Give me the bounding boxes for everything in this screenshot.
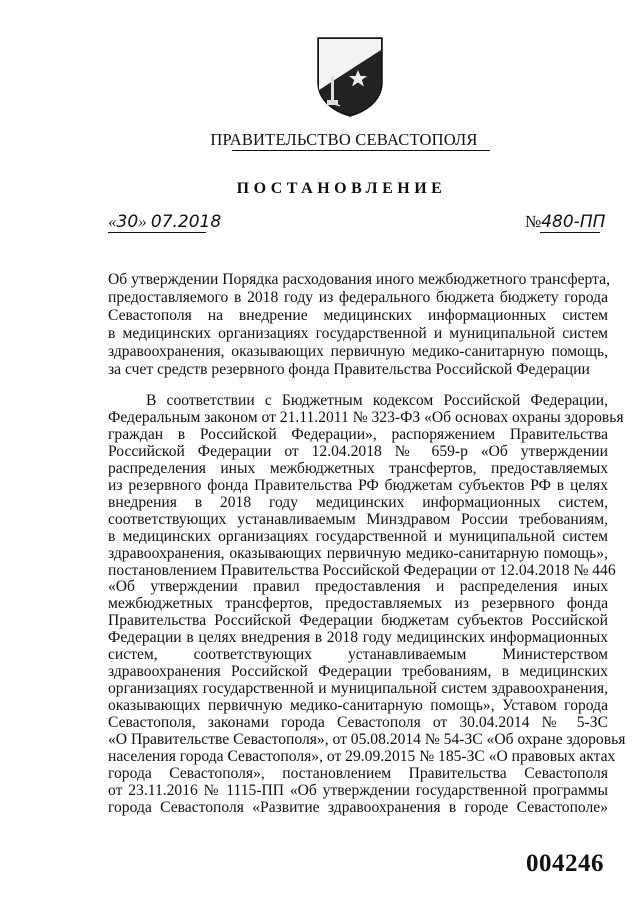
body-line: организациях государственной и муниципальной систем здравоохранения, bbox=[108, 680, 608, 698]
body-line: внедрения в 2018 году медицинских информационных систем, bbox=[108, 493, 608, 511]
serial-number: 004246 bbox=[526, 850, 604, 877]
date-day: 30 bbox=[116, 212, 139, 232]
document-date bbox=[108, 212, 221, 232]
body-line: оказывающих первичную медико-санитарную помощь», Уставом города bbox=[108, 697, 608, 715]
subject-line: предоставляемого в 2018 году из федерального бюджета бюджету города bbox=[108, 288, 608, 306]
body-line: граждан в Российской Федерации», распоряжением Правительства bbox=[108, 425, 608, 443]
government-title: ПРАВИТЕЛЬСТВО СЕВАСТОПОЛЯ bbox=[210, 130, 478, 149]
body-line: в медицинских организациях государственной и муниципальной систем bbox=[108, 527, 608, 545]
body-line: В соответствии с Бюджетным кодексом Российской Федерации, bbox=[146, 392, 608, 409]
body-line: города Севастополя», постановлением Правительства Севастополя bbox=[108, 764, 608, 782]
document-type-heading: ПОСТАНОВЛЕНИЕ bbox=[236, 180, 447, 197]
body-line: здравоохранения Российской Федерации требованиям, в медицинских bbox=[108, 663, 608, 681]
subject-line: Об утверждении Порядка расходования иного межбюджетного трансферта, bbox=[108, 271, 610, 288]
body-line: Севастополя, законами города Севастополя от 30.04.2014 № 5-ЗС bbox=[108, 714, 608, 732]
body-line: систем, соответствующих устанавливаемым Министерством bbox=[108, 646, 608, 664]
document-subject bbox=[108, 271, 608, 378]
subject-line: здравоохранения, оказывающих первичную медико-санитарную помощь, bbox=[108, 342, 608, 360]
date-close-quote: » bbox=[138, 212, 147, 231]
body-line: населения города Севастополя», от 29.09.2015 № 185-ЗС «О правовых актах bbox=[108, 748, 616, 766]
date-open-quote: « bbox=[108, 212, 117, 231]
date-underline bbox=[108, 232, 206, 233]
document-body bbox=[108, 392, 626, 817]
document-number bbox=[525, 212, 605, 232]
number-underline bbox=[540, 232, 600, 233]
body-line: Федерации в целях внедрения в 2018 году медицинских информационных bbox=[108, 629, 608, 647]
body-line: распределения иных межбюджетных трансфертов, предоставляемых bbox=[108, 459, 608, 477]
body-line: от 23.11.2016 № 1115-ПП «Об утверждении государственной программы bbox=[108, 781, 608, 799]
body-line: города Севастополя «Развитие здравоохранения в городе Севастополе» bbox=[108, 798, 608, 816]
body-line: соответствующих устанавливаемым Минздравом России требованиям, bbox=[108, 510, 608, 528]
subject-line: в медицинских организациях государственной и муниципальной систем bbox=[108, 324, 608, 342]
body-line: Федеральным законом от 21.11.2011 № 323-ФЗ «Об основах охраны здоровья bbox=[108, 408, 624, 426]
date-month-year: 07.2018 bbox=[150, 212, 222, 232]
body-line: Правительства Российской Федерации бюджетам субъектов Российской bbox=[108, 612, 608, 630]
subject-line: за счет средств резервного фонда Правительства Российской Федерации bbox=[108, 360, 590, 378]
government-title-underline bbox=[232, 150, 490, 151]
sevastopol-coat-of-arms-icon bbox=[314, 36, 386, 118]
number-sign: № bbox=[525, 212, 542, 231]
body-line: межбюджетных трансфертов, предоставляемых из резервного фонда bbox=[108, 595, 608, 613]
body-line: Российской Федерации от 12.04.2018 № 659-р «Об утверждении bbox=[108, 442, 608, 460]
body-line: постановлением Правительства Российской Федерации от 12.04.2018 № 446 bbox=[108, 561, 616, 579]
body-line: «О Правительстве Севастополя», от 05.08.2014 № 54-ЗС «Об охране здоровья bbox=[108, 731, 626, 749]
number-value: 480-ПП bbox=[541, 212, 606, 232]
body-line: из резервного фонда Правительства РФ бюджетам субъектов РФ в целях bbox=[108, 476, 608, 494]
subject-line: Севастополя на внедрение медицинских информационных систем bbox=[108, 306, 608, 324]
body-line: «Об утверждении правил предоставления и распределения иных bbox=[108, 578, 608, 596]
body-line: здравоохранения, оказывающих первичную медико-санитарную помощь», bbox=[108, 544, 608, 562]
